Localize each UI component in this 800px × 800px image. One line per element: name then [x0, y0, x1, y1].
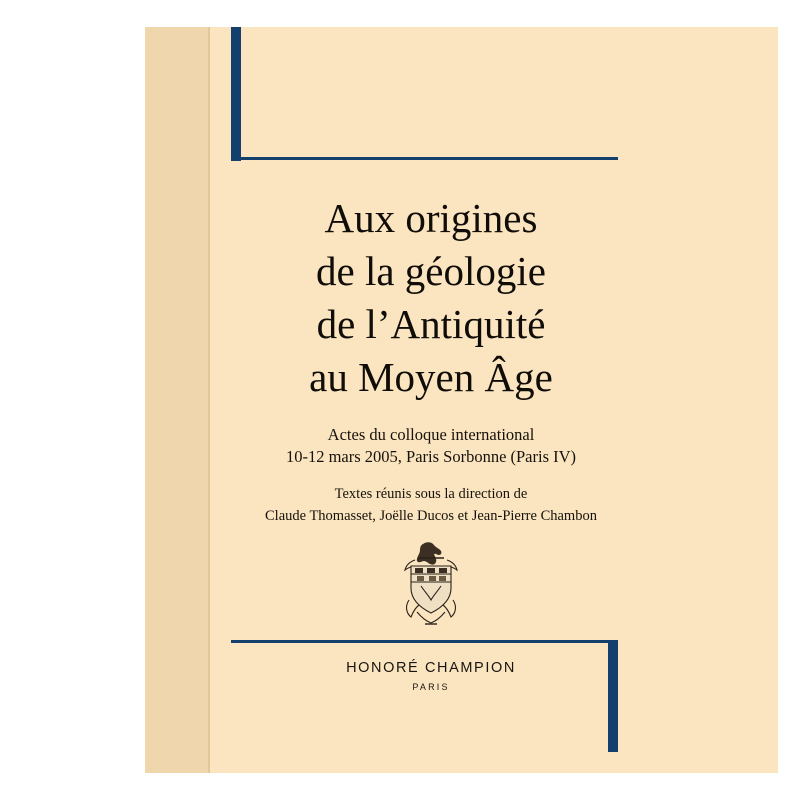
- book-editors: [231, 484, 631, 528]
- title-line-4: au Moyen Âge: [309, 353, 553, 400]
- subtitle-line-1: Actes du colloque international: [327, 425, 535, 444]
- editors-line-2: Claude Thomasset, Joëlle Ducos et Jean-Pierre Chambon: [265, 507, 597, 524]
- accent-bar-top-left: [231, 27, 241, 161]
- publisher-name: HONORÉ CHAMPION: [346, 660, 516, 676]
- publisher-city: PARIS: [412, 682, 450, 692]
- publisher-block: [241, 660, 621, 692]
- subtitle-line-2: 10-12 mars 2005, Paris Sorbonne (Paris IV): [285, 447, 577, 467]
- accent-rule-bottom: [231, 640, 608, 643]
- heraldic-crest-with-horse-icon: [377, 540, 485, 630]
- accent-rule-top: [241, 157, 618, 160]
- editors-line-1: Textes réunis sous la direction de: [334, 486, 528, 502]
- accent-bar-bottom-right: [608, 640, 618, 752]
- title-line-1: Aux origines: [324, 195, 538, 241]
- title-line-3: de l’Antiquité: [316, 300, 546, 347]
- cover-spine-strip: [145, 27, 209, 773]
- book-subtitle: [241, 424, 621, 469]
- book-title: [241, 192, 621, 404]
- title-line-2: de la géologie: [316, 247, 546, 294]
- cover-spine-divider: [208, 27, 210, 773]
